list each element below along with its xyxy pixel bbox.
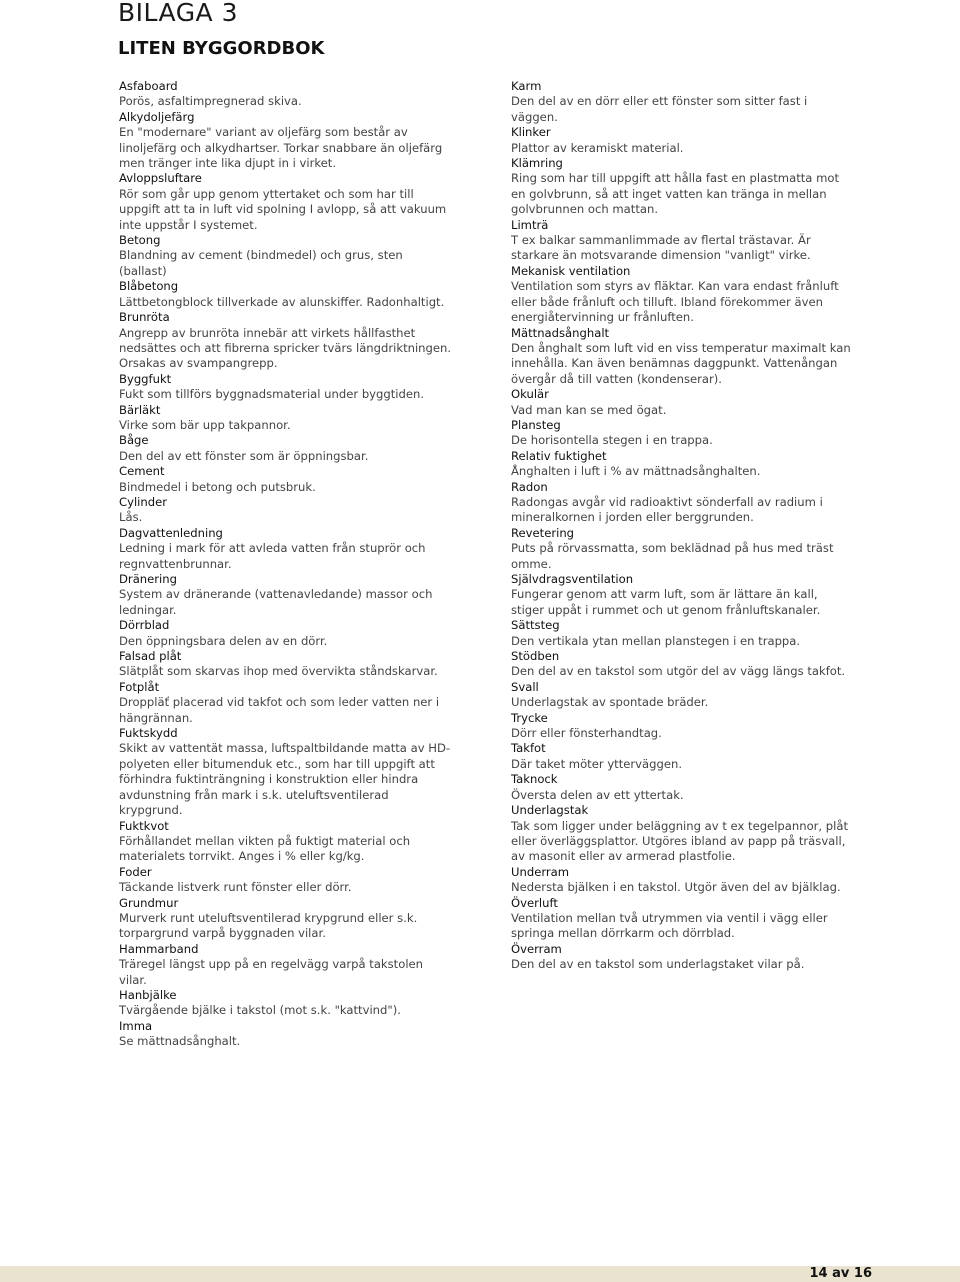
glossary-definition: Plattor av keramiskt material. [511, 140, 684, 155]
glossary-entry [119, 279, 454, 310]
glossary-entry [119, 310, 454, 372]
glossary-term: Revetering [511, 525, 575, 540]
glossary-term: Betong [119, 233, 161, 248]
glossary-definition: Rör som går upp genom yttertaket och som har till uppgift att ta in luft vid spolning I avlopp, så att vakuum inte uppstår I systemet. [119, 186, 447, 232]
glossary-definition: Ventilation mellan två utrymmen via ventil i vägg eller springa mellan dörrkarm och dörrblad. [511, 910, 828, 941]
glossary-entry [511, 572, 851, 618]
glossary-term: Imma [119, 1018, 153, 1033]
glossary-definition: Ånghalten i luft i % av mättnadsånghalten. [511, 464, 761, 479]
glossary-term: Brunröta [119, 310, 170, 325]
glossary-term: Underlagstak [511, 803, 589, 818]
glossary-entry [511, 218, 851, 264]
glossary-definition: Den ånghalt som luft vid en viss temperatur maximalt kan innehålla. Kan även benämnas daggpunkt. Vattenångan övergår då till vatten (kondenserar). [511, 340, 851, 386]
glossary-entry [119, 171, 454, 233]
glossary-entry [119, 865, 454, 896]
glossary-entry [119, 110, 454, 172]
glossary-entry [511, 449, 851, 480]
glossary-entry [511, 803, 851, 865]
glossary-definition: Blandning av cement (bindmedel) och grus, sten (ballast) [119, 248, 403, 278]
glossary-definition: T ex balkar sammanlimmade av flertal trästavar. Är starkare än motsvarande dimension "vanligt" virke. [511, 233, 811, 263]
glossary-definition: Slätplåt som skarvas ihop med övervikta ståndskarvar. [119, 664, 438, 679]
glossary-entry [119, 372, 454, 403]
glossary-definition: Droppläť placerad vid takfot och som leder vatten ner i hängrännan. [119, 695, 440, 725]
glossary-entry [119, 79, 454, 110]
glossary-term: Falsad plåt [119, 649, 182, 664]
glossary-definition: Den del av en takstol som underlagstaket vilar på. [511, 957, 805, 972]
glossary-term: Klinker [511, 125, 551, 140]
glossary-entry [511, 649, 851, 680]
page-number: 14 av 16 [809, 1266, 872, 1281]
page-title: BILAGA 3 [118, 0, 239, 27]
glossary-definition: Översta delen av ett yttertak. [511, 787, 684, 802]
glossary-entry [511, 79, 851, 125]
glossary-entry [119, 1019, 454, 1050]
glossary-definition: Virke som bär upp takpannor. [119, 417, 291, 432]
glossary-definition: Ledning i mark för att avleda vatten från stuprör och regnvattenbrunnar. [119, 541, 426, 571]
glossary-term: Byggfukt [119, 371, 172, 386]
glossary-term: Dagvattenledning [119, 525, 223, 540]
glossary-entry [511, 680, 851, 711]
glossary-term: Mekanisk ventilation [511, 263, 631, 278]
glossary-term: Avloppsluftare [119, 171, 202, 186]
glossary-term: Bärläkt [119, 402, 161, 417]
glossary-definition: Fukt som tillförs byggnadsmaterial under byggtiden. [119, 387, 425, 402]
glossary-term: Dörrblad [119, 618, 170, 633]
glossary-definition: Träregel längst upp på en regelvägg varpå takstolen vilar. [119, 957, 424, 987]
glossary-term: Foder [119, 864, 152, 879]
glossary-definition: Den del av en dörr eller ett fönster som sitter fast i väggen. [511, 94, 808, 124]
glossary-entry [511, 896, 851, 942]
glossary-entry [511, 387, 851, 418]
glossary-definition: Där taket möter ytterväggen. [511, 756, 683, 771]
glossary-definition: Vad man kan se med ögat. [511, 402, 667, 417]
glossary-entry [119, 433, 454, 464]
glossary-entry [119, 680, 454, 726]
glossary-definition: En "modernare" variant av oljefärg som består av linoljefärg och alkydhartser. Torkar snabbare än oljefärg men tränger inte lika djupt in i virket. [119, 125, 443, 171]
glossary-term: Svall [511, 679, 539, 694]
glossary-definition: Radongas avgår vid radioaktivt sönderfall av radium i mineralkornen i jorden eller berggrunden. [511, 494, 823, 525]
glossary-term: Hammarband [119, 941, 199, 956]
glossary-entry [119, 495, 454, 526]
glossary-entry [119, 618, 454, 649]
glossary-definition: Lås. [119, 510, 143, 525]
glossary-definition: Underlagstak av spontade bräder. [511, 695, 709, 710]
glossary-entry [511, 264, 851, 326]
glossary-entry [511, 326, 851, 388]
glossary-term: Cylinder [119, 494, 168, 509]
glossary-definition: Se mättnadsånghalt. [119, 1034, 241, 1049]
glossary-entry [511, 125, 851, 156]
glossary-term: Taknock [511, 772, 558, 787]
glossary-term: Mättnadsånghalt [511, 325, 610, 340]
glossary-entry [511, 618, 851, 649]
glossary-term: Cement [119, 464, 165, 479]
glossary-term: Överram [511, 941, 562, 956]
glossary-definition: De horisontella stegen i en trappa. [511, 433, 713, 448]
glossary-entry [119, 464, 454, 495]
glossary-entry [511, 942, 851, 973]
glossary-definition: Nedersta bjälken i en takstol. Utgör även del av bjälklag. [511, 880, 841, 895]
glossary-term: Överluft [511, 895, 558, 910]
glossary-term: Fotplåt [119, 679, 160, 694]
glossary-entry [511, 480, 851, 526]
glossary-entry [511, 418, 851, 449]
page-subtitle: LITEN BYGGORDBOK [118, 38, 325, 59]
glossary-entry [119, 403, 454, 434]
glossary-entry [119, 526, 454, 572]
glossary-entry [511, 711, 851, 742]
glossary-term: Okulär [511, 387, 549, 402]
glossary-term: Blåbetong [119, 279, 179, 294]
glossary-term: Takfot [511, 741, 546, 756]
glossary-entry [511, 526, 851, 572]
glossary-definition: Ventilation som styrs av fläktar. Kan vara endast frånluft eller både frånluft och tilluft. Ibland förekommer även energiåtervinning ur frånluften. [511, 279, 839, 325]
glossary-definition: Den del av en takstol som utgör del av vägg längs takfot. [511, 664, 846, 679]
glossary-entry [119, 988, 454, 1019]
glossary-term: Relativ fuktighet [511, 448, 607, 463]
glossary-definition: Fungerar genom att varm luft, som är lättare än kall, stiger uppåt i rummet och ut genom frånluftskanaler. [511, 587, 821, 617]
glossary-entry [119, 896, 454, 942]
glossary-definition: System av dränerande (vattenavledande) massor och ledningar. [119, 587, 433, 617]
glossary-term: Trycke [511, 710, 548, 725]
glossary-term: Plansteg [511, 417, 561, 432]
glossary-entry [119, 233, 454, 279]
glossary-term: Sättsteg [511, 618, 560, 633]
glossary-entry [511, 772, 851, 803]
glossary-definition: Den del av ett fönster som är öppningsbar. [119, 448, 369, 463]
glossary-entry [511, 741, 851, 772]
glossary-term: Alkydoljefärg [119, 109, 195, 124]
glossary-term: Klämring [511, 156, 563, 171]
glossary-definition: Tvärgående bjälke i takstol (mot s.k. "kattvind"). [119, 1003, 401, 1018]
glossary-term: Dränering [119, 572, 177, 586]
glossary-column-left [119, 79, 454, 1050]
glossary-definition: Den öppningsbara delen av en dörr. [119, 633, 328, 648]
glossary-entry [119, 942, 454, 988]
glossary-definition: Puts på rörvassmatta, som beklädnad på hus med träst omme. [511, 541, 834, 571]
glossary-term: Fuktskydd [119, 726, 178, 741]
glossary-definition: Angrepp av brunröta innebär att virkets hållfasthet nedsättes och att fibrerna spricker tvärs längdriktningen. Orsakas av svampangrepp. [119, 325, 452, 371]
glossary-definition: Förhållandet mellan vikten på fuktigt material och materialets torrvikt. Anges i % eller kg/kg. [119, 833, 411, 864]
glossary-term: Karm [511, 79, 542, 93]
glossary-column-right [511, 79, 851, 973]
glossary-entry [511, 156, 851, 218]
glossary-definition: Murverk runt uteluftsventilerad krypgrund eller s.k. torpargrund varpå byggnaden vilar. [119, 910, 418, 941]
glossary-term: Båge [119, 433, 149, 448]
glossary-definition: Den vertikala ytan mellan planstegen i en trappa. [511, 633, 801, 648]
glossary-entry [119, 649, 454, 680]
glossary-definition: Ring som har till uppgift att hålla fast en plastmatta mot en golvbrunn, så att inget vatten kan tränga in mellan golvbrunnen och mattan. [511, 171, 840, 217]
glossary-entry [119, 572, 454, 618]
glossary-term: Radon [511, 479, 548, 494]
glossary-entry [511, 865, 851, 896]
glossary-definition: Lättbetongblock tillverkade av alunskiffer. Radonhaltigt. [119, 294, 445, 309]
glossary-definition: Dörr eller fönsterhandtag. [511, 726, 662, 741]
glossary-term: Asfaboard [119, 79, 178, 93]
glossary-definition: Bindmedel i betong och putsbruk. [119, 479, 316, 494]
glossary-definition: Tak som ligger under beläggning av t ex tegelpannor, plåt eller överläggsplattor. Utgöres ibland av papp på träsvall, av masonit eller av armerad plastfolie. [511, 818, 849, 864]
glossary-definition: Skikt av vattentät massa, luftspaltbildande matta av HD-polyeten eller bitumenduk etc., som har till uppgift att förhindra fuktinträngning i konstruktion eller hindra avdunstning från mark i s.k. uteluftsventilerad krypgrund. [119, 741, 451, 818]
glossary-term: Självdragsventilation [511, 572, 634, 586]
glossary-term: Hanbjälke [119, 987, 177, 1002]
glossary-definition: Porös, asfaltimpregnerad skiva. [119, 94, 302, 109]
glossary-definition: Täckande listverk runt fönster eller dörr. [119, 880, 352, 895]
glossary-entry [119, 726, 454, 818]
glossary-term: Stödben [511, 649, 560, 664]
glossary-term: Fuktkvot [119, 818, 169, 833]
glossary-term: Underram [511, 864, 570, 879]
glossary-term: Limträ [511, 217, 549, 232]
glossary-entry [119, 819, 454, 865]
glossary-term: Grundmur [119, 895, 179, 910]
